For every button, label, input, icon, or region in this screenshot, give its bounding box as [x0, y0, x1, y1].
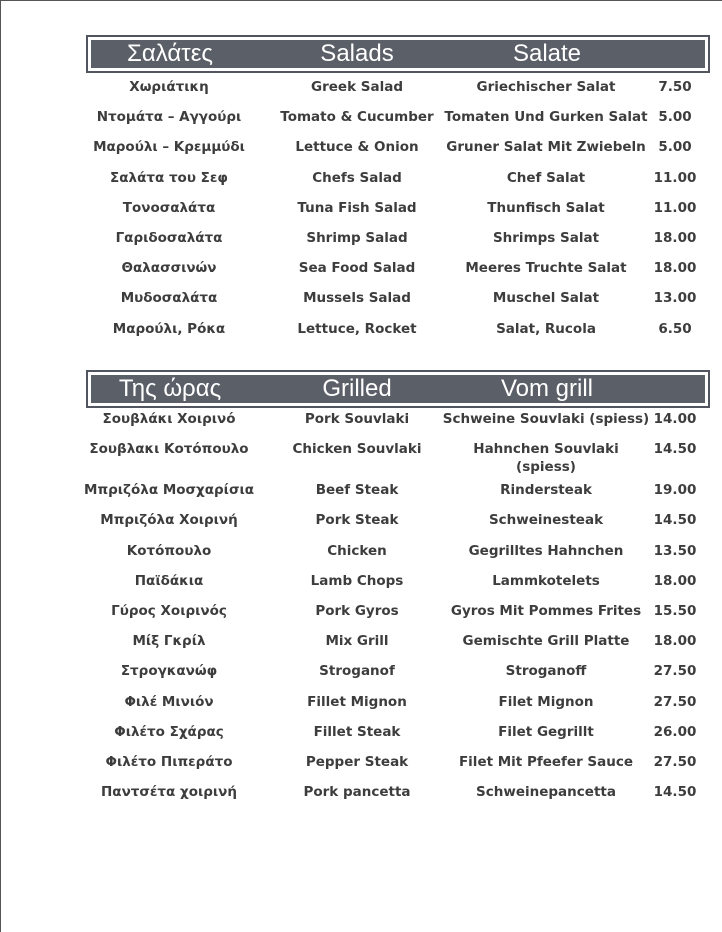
- menu-item-row: [0, 259, 722, 289]
- item-name-greek: Μαρούλι, Ρόκα: [112, 320, 226, 337]
- grilled-header-bar: [91, 375, 705, 403]
- item-price: 26.00: [653, 723, 697, 740]
- item-name-german: Thunfisch Salat: [487, 199, 605, 216]
- item-name-german: Filet Gegrillt: [498, 723, 594, 740]
- menu-item-row: [0, 481, 722, 511]
- item-price: 15.50: [653, 602, 697, 619]
- menu-item-row: [0, 320, 722, 350]
- grilled-header-english: Grilled: [322, 375, 392, 402]
- item-name-german: Gemischte Grill Platte: [462, 633, 630, 650]
- menu-item-row: [0, 199, 722, 229]
- item-price: 18.00: [653, 229, 697, 246]
- menu-item-row: [0, 602, 722, 632]
- item-name-greek: Μυδοσαλάτα: [120, 290, 218, 307]
- item-name-greek: Μαρούλι – Κρεμμύδι: [93, 139, 245, 156]
- item-price: 14.50: [653, 441, 697, 458]
- menu-item-row: [0, 289, 722, 319]
- item-price: 13.00: [653, 290, 697, 307]
- item-name-german: Filet Mit Pfeefer Sauce: [458, 753, 634, 770]
- item-name-greek: Χωριάτικη: [129, 79, 209, 95]
- grilled-header-german: Vom grill: [500, 375, 594, 402]
- item-name-german: Lammkotelets: [492, 572, 600, 589]
- item-name-greek: Σουβλακι Κοτόπουλο: [89, 441, 249, 458]
- menu-item-row: [0, 440, 722, 481]
- item-price: 27.50: [653, 753, 697, 770]
- item-name-german: Gegrilltes Hahnchen: [468, 542, 624, 559]
- page-border-top: [0, 0, 722, 1]
- item-price: 14.00: [653, 411, 697, 427]
- item-name-german: Chef Salat: [506, 169, 586, 186]
- menu-item-row: [0, 632, 722, 662]
- item-price: 6.50: [658, 320, 692, 337]
- salads-header-bar: [91, 40, 705, 68]
- item-name-greek: Παντσέτα χοιρινή: [101, 784, 237, 801]
- item-name-english: Tomato & Cucumber: [280, 109, 434, 126]
- grilled-header: [86, 370, 710, 408]
- item-name-german: Hahnchen Souvlaki (spiess): [473, 441, 619, 476]
- item-name-greek: Φιλέτο Πιπεράτο: [105, 753, 233, 770]
- item-name-greek: Σουβλάκι Χοιρινό: [102, 411, 236, 427]
- item-name-greek: Φιλέτο Σχάρας: [114, 723, 224, 740]
- menu-item-row: [0, 783, 722, 813]
- item-name-english: Fillet Steak: [313, 723, 401, 740]
- item-name-english: Pork Souvlaki: [304, 411, 410, 427]
- item-name-greek: Γαριδοσαλάτα: [115, 229, 223, 246]
- item-name-german: Gruner Salat Mit Zwiebeln: [446, 139, 646, 156]
- menu-item-row: [0, 542, 722, 572]
- item-name-greek: Σαλάτα του Σεφ: [110, 169, 228, 186]
- salads-header: [86, 35, 710, 73]
- item-name-english: Lamb Chops: [310, 572, 404, 589]
- salads-header-english: Salads: [320, 40, 394, 67]
- salads-list: [0, 78, 722, 350]
- salads-header-german: Salate: [512, 40, 582, 67]
- item-name-german: Meeres Truchte Salat: [465, 260, 627, 277]
- item-name-greek: Θαλασσινών: [121, 260, 217, 277]
- menu-item-row: [0, 138, 722, 168]
- item-name-english: Tuna Fish Salad: [297, 199, 417, 216]
- item-price: 18.00: [653, 572, 697, 589]
- item-name-german: Muschel Salat: [492, 290, 600, 307]
- item-price: 5.00: [658, 139, 692, 156]
- grilled-list: [0, 410, 722, 813]
- item-price: 14.50: [653, 784, 697, 801]
- item-name-german: Griechischer Salat: [476, 79, 616, 95]
- menu-item-row: [0, 572, 722, 602]
- item-name-greek: Ντομάτα – Αγγούρι: [96, 109, 242, 126]
- item-name-greek: Κοτόπουλο: [126, 542, 212, 559]
- item-name-german: Schweine Souvlaki (spiess): [442, 411, 650, 427]
- item-name-english: Lettuce, Rocket: [297, 320, 417, 337]
- item-name-english: Chicken: [327, 542, 387, 559]
- item-price: 5.00: [658, 109, 692, 126]
- menu-item-row: [0, 108, 722, 138]
- menu-item-row: [0, 169, 722, 199]
- salads-header-greek: Σαλάτες: [127, 40, 213, 67]
- menu-item-row: [0, 78, 722, 108]
- item-name-greek: Στρογκανώφ: [120, 663, 218, 680]
- menu-item-row: [0, 662, 722, 692]
- item-name-english: Chicken Souvlaki: [292, 441, 422, 458]
- item-name-german: Stroganoff: [505, 663, 587, 680]
- menu-item-row: [0, 511, 722, 541]
- item-name-german: Schweinesteak: [488, 512, 604, 529]
- item-price: 27.50: [653, 663, 697, 680]
- item-price: 18.00: [653, 260, 697, 277]
- item-price: 18.00: [653, 633, 697, 650]
- item-name-german: Gyros Mit Pommes Frites: [450, 602, 642, 619]
- item-name-german: Filet Mignon: [498, 693, 594, 710]
- item-name-german: Rindersteak: [500, 482, 592, 499]
- item-name-greek: Μπριζόλα Χοιρινή: [100, 512, 238, 529]
- item-price: 19.00: [653, 482, 697, 499]
- menu-item-row: [0, 753, 722, 783]
- item-name-greek: Μίξ Γκρίλ: [132, 633, 206, 650]
- item-price: 27.50: [653, 693, 697, 710]
- menu-item-row: [0, 693, 722, 723]
- item-name-english: Fillet Mignon: [307, 693, 407, 710]
- menu-item-row: [0, 723, 722, 753]
- item-name-english: Shrimp Salad: [306, 229, 408, 246]
- item-name-english: Pork Steak: [315, 512, 399, 529]
- item-name-german: Shrimps Salat: [492, 229, 600, 246]
- item-name-english: Stroganof: [319, 663, 395, 680]
- item-name-english: Greek Salad: [311, 79, 403, 95]
- item-price: 7.50: [658, 79, 692, 95]
- item-name-greek: Γύρος Χοιρινός: [111, 602, 227, 619]
- item-name-english: Pepper Steak: [305, 753, 409, 770]
- item-name-english: Sea Food Salad: [298, 260, 416, 277]
- item-name-english: Beef Steak: [315, 482, 399, 499]
- item-name-greek: Παϊδάκια: [134, 572, 204, 589]
- item-name-english: Mix Grill: [325, 633, 389, 650]
- item-name-greek: Μπριζόλα Μοσχαρίσια: [84, 482, 254, 499]
- menu-item-row: [0, 410, 722, 440]
- menu-item-row: [0, 229, 722, 259]
- item-name-english: Chefs Salad: [312, 169, 402, 186]
- item-name-english: Pork Gyros: [315, 602, 399, 619]
- item-name-english: Pork pancetta: [303, 784, 411, 801]
- item-price: 11.00: [653, 199, 697, 216]
- item-name-greek: Τονοσαλάτα: [122, 199, 216, 216]
- item-name-greek: Φιλέ Μινιόν: [124, 693, 214, 710]
- item-price: 14.50: [653, 512, 697, 529]
- item-name-english: Lettuce & Onion: [295, 139, 419, 156]
- item-name-german: Tomaten Und Gurken Salat: [444, 109, 648, 126]
- item-price: 11.00: [653, 169, 697, 186]
- item-name-english: Mussels Salad: [303, 290, 411, 307]
- item-name-german: Schweinepancetta: [476, 784, 616, 801]
- item-price: 13.50: [653, 542, 697, 559]
- item-name-german: Salat, Rucola: [496, 320, 596, 337]
- grilled-header-greek: Της ώρας: [118, 375, 222, 402]
